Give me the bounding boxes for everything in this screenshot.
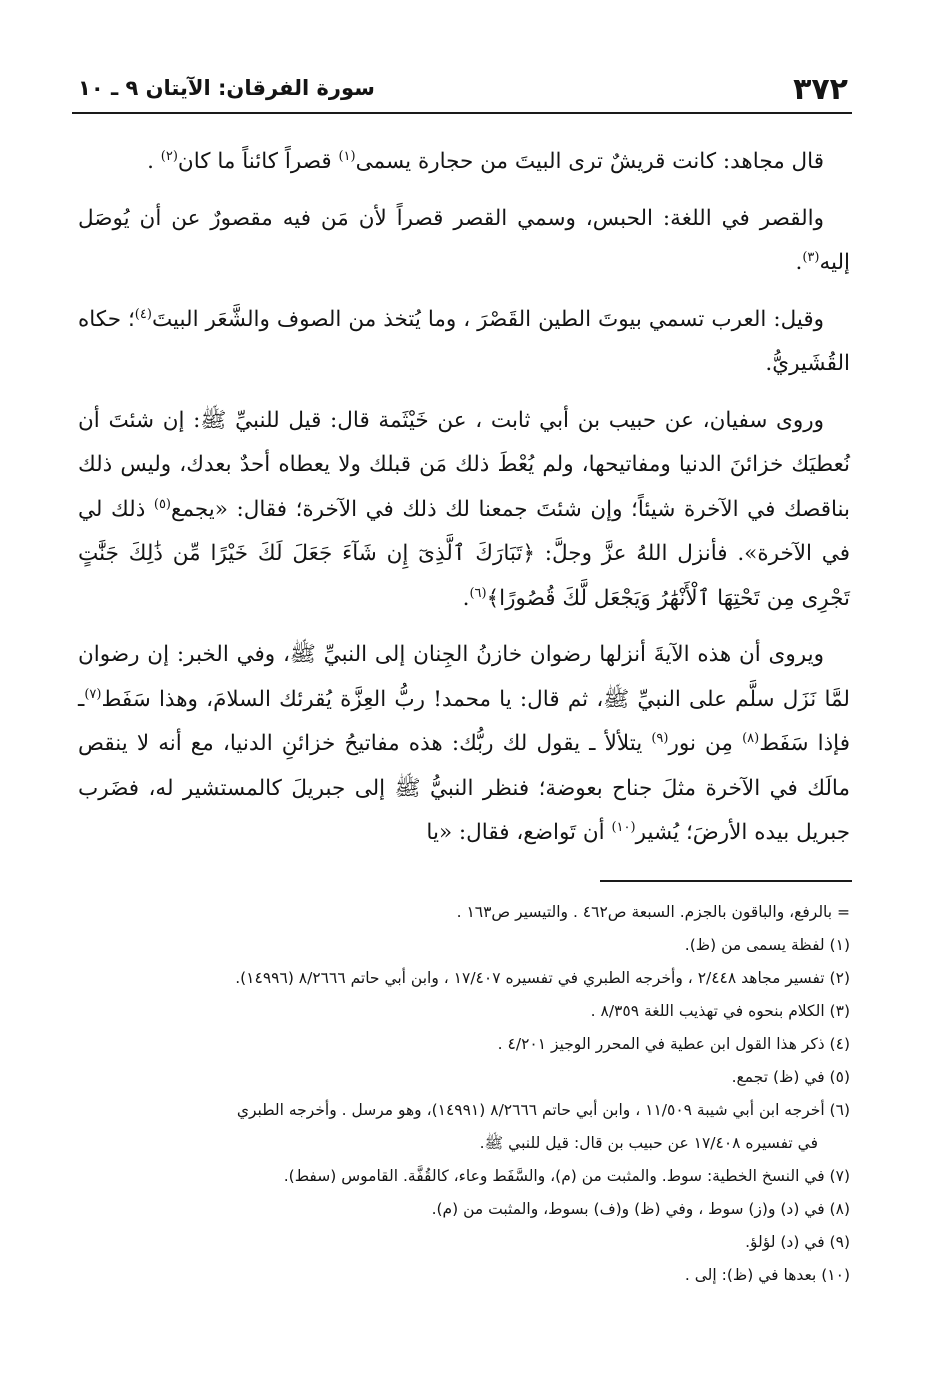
paragraph-ridwan xyxy=(78,633,850,856)
text-run: وروى سفيان، عن حبيب بن أبي ثابت ، عن خَيْثَمة قال: قيل للنبيِّ ﷺ: إن شئتَ أن نُعطيَك خزائنَ الدنيا ومفاتيحها، ولم يُعْطَ ذلك مَن قبلك ولا يعطاه أحدٌ بعدك، وليس ذلك بناقصك في الآخرة شيئاً؛ وإن شئتَ جمعنا لك ذلك في الآخرة؛ فقال: «يجمع xyxy=(78,407,851,522)
text-run: والقصر في اللغة: الحبس، وسمي القصر قصراً لأن مَن فيه مقصورٌ عن أن يُوصَل إليه xyxy=(78,205,850,275)
footnotes xyxy=(78,896,850,1292)
text-run: ذلك لي في الآخرة». فأنزل اللهُ عزَّ وجلَّ: xyxy=(78,496,850,566)
paragraph-qil xyxy=(78,298,850,387)
quran-verse: ﴿تَبَارَكَ ٱلَّذِىٓ إِن شَآءَ جَعَلَ لَكَ خَيْرًا مِّن ذَٰلِكَ جَنَّٰتٍ تَجْرِى مِن تَحْتِهَا ٱلْأَنْهَٰرُ وَيَجْعَل لَّكَ قُصُورًا﴾ xyxy=(78,541,850,611)
footnote-6: (٦) أخرجه ابن أبي شيبة ١١/٥٠٩ ، وابن أبي حاتم ٨/٢٦٦٦ (١٤٩٩١)، وهو مرسل . وأخرجه الطبري xyxy=(236,1101,850,1119)
footnote-8: (٨) في (د) و(ز) سوط ، وفي (ظ) و(ف) بسوط، والمثبت من (م). xyxy=(431,1200,850,1218)
text-run: وقيل: العرب تسمي بيوتَ الطين القَصْرَ ، وما يُتخذ من الصوف والشَّعَر البيتَ xyxy=(151,306,824,332)
main-text xyxy=(78,140,850,868)
text-run: قال مجاهد: كانت قريشٌ ترى البيتَ من حجارة يسمى xyxy=(355,149,824,174)
footnote-9: (٩) في (د) لؤلؤ. xyxy=(745,1233,850,1251)
page-header xyxy=(72,66,852,114)
text-run: . xyxy=(795,250,803,275)
footnote-continuation: = بالرفع، والباقون بالجزم. السبعة ص٤٦٢ . والتيسير ص١٦٣ . xyxy=(456,903,850,921)
paragraph-sufyan xyxy=(78,399,850,622)
page-number: ٣٧٢ xyxy=(793,72,848,107)
footnote-2: (٢) تفسير مجاهد ٢/٤٤٨ ، وأخرجه الطبري في تفسيره ١٧/٤٠٧ ، وابن أبي حاتم ٨/٢٦٦٦ (١٤٩٩٦). xyxy=(235,969,850,987)
footnote-separator xyxy=(600,880,852,882)
text-run: . xyxy=(462,585,470,611)
text-run: مِن نور xyxy=(668,731,743,756)
footnote-ref: (١٠) xyxy=(611,819,636,835)
footnote-1: (١) لفظة يسمى من (ظ). xyxy=(684,936,850,954)
footnote-7: (٧) في النسخ الخطية: سوط. والمثبت من (م)، والسَّفَط وعاء، كالقُفَّة. القاموس (سفط). xyxy=(283,1167,850,1185)
text-run: قصراً كائناً ما كان xyxy=(177,149,339,174)
footnote-ref: (٤) xyxy=(134,306,152,322)
footnote-ref: (٩) xyxy=(651,730,669,746)
footnote-5: (٥) في (ظ) تجمع. xyxy=(731,1068,850,1086)
footnote-ref: (٥) xyxy=(153,496,171,512)
text-run: يتلألأ ـ يقول لك ربُّك: هذه مفاتيحُ خزائنِ الدنيا، مع أنه لا ينقص مالَك في الآخرة مثلَ جناح بعوضة؛ فنظر النبيُّ ﷺ إلى جبريلَ كالمستشير له، فضَرب جبريل بيده الأرضَ؛ يُشير xyxy=(78,731,850,845)
text-run: ؛ حكاه القُشَيريُّ. xyxy=(78,306,850,376)
footnote-ref: (٦) xyxy=(469,585,487,601)
paragraph-language xyxy=(78,197,850,286)
footnote-ref: (٣) xyxy=(802,249,820,265)
footnote-ref: (٧) xyxy=(84,686,102,702)
text-run: أن تَواضع، فقال: «يا xyxy=(426,820,612,845)
paragraph-mujahid xyxy=(78,140,850,185)
text-run: ويروى أن هذه الآيةَ أنزلها رضوان خازنُ الجِنان إلى النبيِّ ﷺ، وفي الخبر: إن رضوان لمَّا نَزَل سلَّم على النبيِّ ﷺ، ثم قال: يا محمد! ربُّ العِزَّة يُقرئك السلامَ، وهذا سَفَط xyxy=(78,642,850,712)
text-run: ـ فإذا سَفَط xyxy=(78,686,851,756)
footnote-4: (٤) ذكر هذا القول ابن عطية في المحرر الوجيز ٤/٢٠١ . xyxy=(497,1035,850,1053)
footnote-ref: (٨) xyxy=(742,730,760,746)
footnote-6-continued: في تفسيره ١٧/٤٠٨ عن حبيب بن قال: قيل للنبي ﷺ. xyxy=(479,1134,818,1152)
surah-title: سورة الفرقان: الآيتان ٩ ـ ١٠ xyxy=(78,76,375,100)
footnote-ref: (٢) xyxy=(160,148,178,164)
footnote-10: (١٠) بعدها في (ظ): إلى . xyxy=(684,1266,850,1284)
footnote-ref: (١) xyxy=(338,148,356,164)
text-run: . xyxy=(147,149,161,174)
footnote-3: (٣) الكلام بنحوه في تهذيب اللغة ٨/٣٥٩ . xyxy=(590,1002,850,1020)
